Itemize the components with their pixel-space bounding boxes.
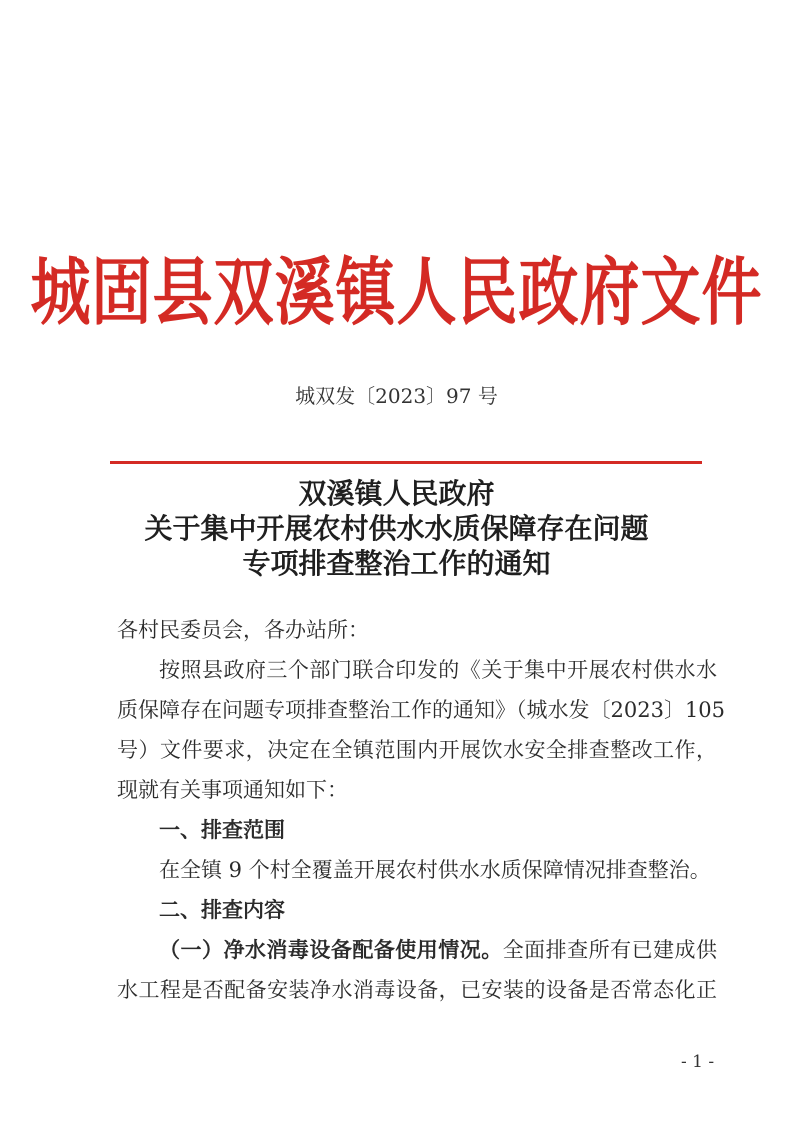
section-2-heading: 二、排查内容 [159, 898, 285, 922]
section-1-text: 在全镇 9 个村全覆盖开展农村供水水质保障情况排查整治。 [159, 858, 711, 882]
section-2-item-1-label: （一）净水消毒设备配备使用情况。 [159, 937, 503, 962]
intro-line-3: 号）文件要求，决定在全镇范围内开展饮水安全排查整改工作， [117, 738, 717, 762]
salutation: 各村民委员会，各办站所： [117, 618, 369, 642]
document-masthead: 城固县双溪镇人民政府文件 [30, 250, 763, 336]
section-2-item-1-text: 全面排查所有已建成供 [502, 938, 718, 962]
intro-line-1: 按照县政府三个部门联合印发的《关于集中开展农村供水水 [159, 658, 717, 682]
section-2-item-1-line-2: 水工程是否配备安装净水消毒设备，已安装的设备是否常态化正 [117, 978, 717, 1002]
title-line-1: 双溪镇人民政府 [298, 477, 495, 510]
intro-line-2: 质保障存在问题专项排查整治工作的通知》（城水发〔2023〕105 [117, 698, 726, 722]
document-title [0, 476, 793, 581]
title-line-2: 关于集中开展农村供水水质保障存在问题 [144, 512, 649, 545]
document-number: 城双发〔2023〕97 号 [295, 384, 498, 408]
intro-line-4: 现就有关事项通知如下： [117, 778, 348, 802]
section-2-item-1-line-1 [117, 930, 717, 970]
red-divider-line [110, 461, 702, 464]
page-number: - 1 - [681, 1052, 715, 1072]
title-line-3: 专项排查整治工作的通知 [242, 547, 551, 580]
document-body [117, 610, 726, 1010]
section-1-heading: 一、排查范围 [159, 818, 285, 842]
